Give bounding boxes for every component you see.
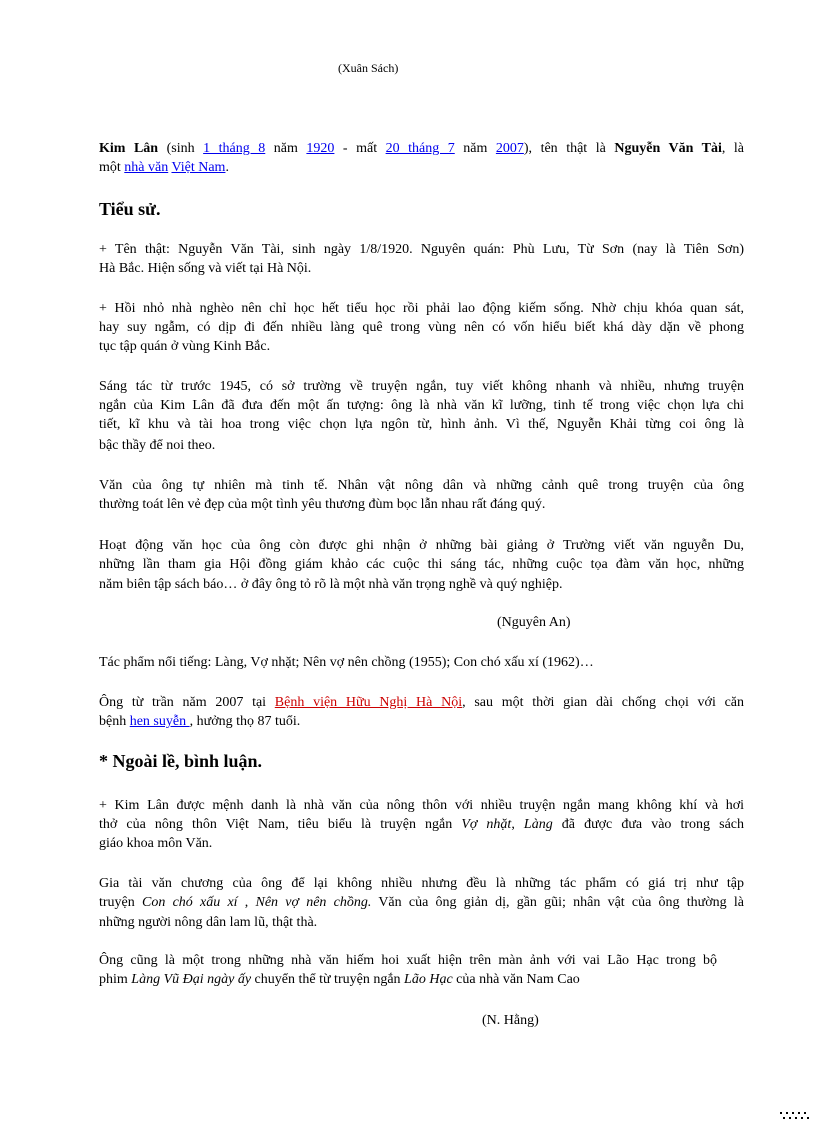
bio-p2-line-1: + Hồi nhỏ nhà nghèo nên chỉ học hết tiểu học rồi phải lao động kiếm sống. Nhờ chịu khóa quan sát, bbox=[99, 301, 744, 316]
work-title: Con chó xấu xí bbox=[142, 895, 238, 910]
famous-works: Tác phẩm nổi tiếng: Làng, Vợ nhặt; Nên vợ nên chồng (1955); Con chó xấu xí (1962)… bbox=[99, 655, 594, 670]
heading-biography: Tiểu sử. bbox=[99, 199, 161, 219]
birth-date-link[interactable]: 1 tháng 8 bbox=[203, 141, 266, 156]
comment-text: đã được đưa vào trong sách bbox=[552, 817, 745, 832]
death-text: , sau một thời gian dài chống chọi với căn bbox=[462, 695, 744, 710]
death-text: bệnh bbox=[99, 714, 130, 729]
real-name: Nguyễn Văn Tài bbox=[614, 141, 722, 156]
country-link[interactable]: Việt Nam bbox=[171, 160, 226, 175]
intro-line-1 bbox=[99, 139, 744, 158]
death-text: Ông từ trần năm 2007 tại bbox=[99, 695, 275, 710]
bio-p3-line-4: bậc thầy để noi theo. bbox=[99, 438, 216, 453]
bio-p3-line-3: tiết, kĩ khu và tài hoa trong việc chọn lựa ngôn từ, hình ảnh. Vì thế, Nguyễn Khải từng coi ông là bbox=[99, 417, 744, 432]
comment-text: Văn của ông giản dị, gần gũi; nhân vật của ông thường là bbox=[371, 895, 744, 910]
comment-p1-line-3: giáo khoa môn Văn. bbox=[99, 836, 213, 851]
bio-p1-line-2: Hà Bắc. Hiện sống và viết tại Hà Nội. bbox=[99, 261, 312, 276]
bio-p3-line-2: ngắn của Kim Lân đã đưa đến một ấn tượng: ông là nhà văn kĩ lưỡng, tinh tế trong việc chọn lựa chi bbox=[99, 398, 744, 413]
comment-p1-line-2 bbox=[99, 815, 744, 834]
intro-text: . bbox=[225, 160, 229, 175]
credit-n-hang: (N. Hằng) bbox=[482, 1013, 539, 1028]
work-title: Lão Hạc bbox=[404, 972, 453, 987]
comment-p3-line-2 bbox=[99, 970, 580, 989]
bio-p5-line-1: Hoạt động văn học của ông còn được ghi nhận ở những bài giảng ở Trường viết văn nguyễn Du, bbox=[99, 538, 744, 553]
birth-year-link[interactable]: 1920 bbox=[306, 141, 335, 156]
intro-line-2 bbox=[99, 158, 229, 177]
bio-p4-line-1: Văn của ông tự nhiên mà tinh tế. Nhân vật nông dân và những cảnh quê trong truyện của ông bbox=[99, 478, 744, 493]
comment-text: phim bbox=[99, 972, 132, 987]
bio-p3-line-1: Sáng tác từ trước 1945, có sở trường về truyện ngắn, tuy viết không nhanh và nhiều, nhưng truyện bbox=[99, 379, 744, 394]
comment-text: , bbox=[237, 895, 256, 910]
comment-p1-line-1: + Kim Lân được mệnh danh là nhà văn của nông thôn với nhiều truyện ngắn mang không khí và hơi bbox=[99, 798, 744, 813]
bio-p5-line-3: năm biên tập sách báo… ở đây ông tỏ rõ là một nhà văn trọng nghề và quý nghiệp. bbox=[99, 577, 563, 592]
death-line-1 bbox=[99, 693, 744, 712]
comment-text: chuyển thể từ truyện ngắn bbox=[251, 972, 405, 987]
comment-p2-line-3: những người nông dân lam lũ, thật thà. bbox=[99, 915, 318, 930]
bio-p5-line-2: những lần tham gia Hội đồng giám khảo các cuộc thi sáng tác, những cuộc tọa đàm văn học, những bbox=[99, 557, 744, 572]
intro-text: năm bbox=[265, 141, 307, 156]
writer-link[interactable]: nhà văn bbox=[124, 160, 169, 175]
intro-text: - mất bbox=[334, 141, 386, 156]
comment-text: , bbox=[511, 817, 524, 832]
comment-p2-line-1: Gia tài văn chương của ông để lại không nhiều nhưng đều là những tác phẩm có giá trị như tập bbox=[99, 876, 744, 891]
bio-p2-line-2: hay suy ngẫm, có dịp đi đến nhiều làng quê trong vùng nên có vốn hiểu biết khá dày dặn về phong bbox=[99, 320, 744, 335]
top-credit: (Xuân Sách) bbox=[338, 61, 399, 75]
comment-p2-line-2 bbox=[99, 893, 744, 912]
author-name: Kim Lân bbox=[99, 141, 159, 156]
comment-text: truyện bbox=[99, 895, 142, 910]
comment-text: thở của nông thôn Việt Nam, tiêu biểu là truyện ngắn bbox=[99, 817, 462, 832]
comment-p3-line-1: Ông cũng là một trong những nhà văn hiếm hoi xuất hiện trên màn ảnh với vai Lão Hạc trong bộ bbox=[99, 953, 717, 968]
hospital-link[interactable]: Bệnh viện Hữu Nghị Hà Nội bbox=[274, 695, 463, 710]
asthma-link[interactable]: hen suyễn bbox=[129, 714, 190, 729]
comment-text: của nhà văn Nam Cao bbox=[452, 972, 580, 987]
intro-text: ), tên thật là bbox=[523, 141, 615, 156]
heading-comments: * Ngoài lề, bình luận. bbox=[99, 751, 263, 771]
intro-text: năm bbox=[454, 141, 496, 156]
death-year-link[interactable]: 2007 bbox=[495, 141, 524, 156]
bio-p4-line-2: thường toát lên vẻ đẹp của một tình yêu thương đùm bọc lẫn nhau rất đáng quý. bbox=[99, 497, 546, 512]
death-text: , hưởng thọ 87 tuổi. bbox=[189, 714, 301, 729]
intro-text: , là bbox=[721, 141, 744, 156]
work-title: Làng Vũ Đại ngày ấy bbox=[131, 972, 252, 987]
credit-nguyen-an: (Nguyên An) bbox=[497, 615, 571, 630]
bio-p2-line-3: tục tập quán ở vùng Kinh Bắc. bbox=[99, 339, 271, 354]
bio-p1-line-1: + Tên thật: Nguyễn Văn Tài, sinh ngày 1/8/1920. Nguyên quán: Phù Lưu, Từ Sơn (nay là Tiên Sơn) bbox=[99, 242, 744, 257]
work-title: Làng bbox=[523, 817, 553, 832]
death-line-2 bbox=[99, 712, 300, 731]
intro-text: một bbox=[99, 160, 125, 175]
work-title: Vợ nhặt bbox=[461, 817, 512, 832]
work-title: Nên vợ nên chồng. bbox=[255, 895, 372, 910]
intro-text: (sinh bbox=[158, 141, 204, 156]
death-date-link[interactable]: 20 tháng 7 bbox=[385, 141, 455, 156]
